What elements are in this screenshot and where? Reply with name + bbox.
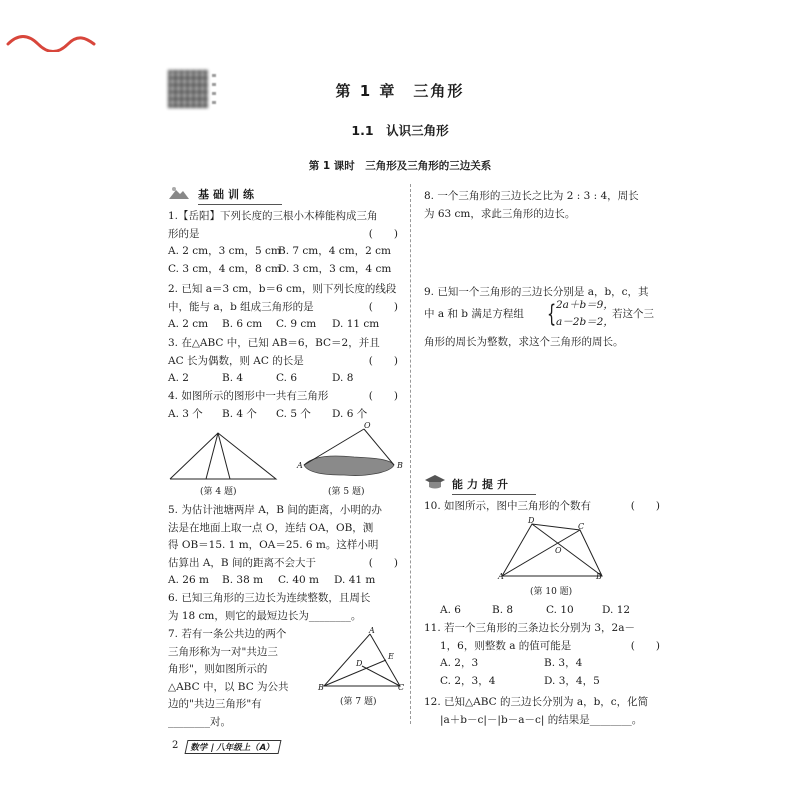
q9-line2-end: 若这个三 [612, 307, 654, 320]
question-1 [168, 208, 398, 278]
question-6 [168, 590, 398, 625]
q3-option-d[interactable]: D. 8 [332, 372, 354, 384]
q9-line2-start: 中 a 和 b 满足方程组 [424, 307, 524, 320]
fig10-label-o: O [555, 546, 562, 555]
fig7-label-d: D [356, 659, 363, 668]
q10-option-c[interactable]: C. 10 [546, 604, 574, 616]
q5-line3: 得 OB＝15. 1 m，OA＝25. 6 m。这样小明 [168, 539, 379, 551]
q8-line2: 为 63 cm，求此三角形的边长。 [424, 207, 576, 220]
q5-line2: 法是在地面上取一点 O，连结 OA，OB，测 [168, 521, 374, 534]
q11-option-c[interactable]: C. 2，3，4 [440, 674, 496, 687]
q10-line1: 10. 如图所示，图中三角形的个数有 [424, 500, 592, 512]
section-title: 1.1 认识三角形 [351, 123, 449, 138]
q12-line1: 12. 已知△ABC 的三边长分别为 a，b，c，化简 [424, 696, 649, 708]
q3-line1: 3. 在△ABC 中，已知 AB＝6，BC＝2，并且 [168, 337, 380, 349]
q4-option-b[interactable]: B. 4 个 [222, 407, 257, 420]
q10-option-b[interactable]: B. 8 [492, 604, 514, 616]
q1-option-b[interactable]: B. 7 cm，4 cm，2 cm [278, 245, 391, 257]
question-7 [168, 626, 318, 731]
q3-option-b[interactable]: B. 4 [222, 372, 244, 384]
figure-4-caption: (第 4 题) [200, 487, 237, 497]
q10-answer-bracket[interactable]: ( ) [630, 500, 660, 512]
q5-option-c[interactable]: C. 40 m [278, 574, 319, 586]
q4-option-d[interactable]: D. 6 个 [332, 407, 368, 420]
mountain-icon [168, 186, 190, 200]
q4-option-a[interactable]: A. 3 个 [168, 407, 203, 420]
q2-answer-bracket[interactable]: ( ) [368, 300, 398, 313]
question-5 [168, 502, 398, 590]
q3-answer-bracket[interactable]: ( ) [368, 354, 398, 367]
lesson-title: 第 1 课时 三角形及三角形的三边关系 [308, 160, 492, 172]
q7-line1: 7. 若有一条公共边的两个 [168, 628, 287, 640]
q10-option-a[interactable]: A. 6 [440, 604, 461, 616]
q12-line2[interactable]: |a＋b－c|－|b－a－c| 的结果是________。 [440, 713, 643, 726]
question-11 [424, 620, 660, 690]
q3-option-c[interactable]: C. 6 [276, 372, 298, 384]
red-squiggle-decoration [6, 34, 96, 52]
question-10-options [440, 602, 660, 620]
q7-line3: 角形"，则如图所示的 [168, 663, 268, 675]
q4-line1: 4. 如图所示的图形中一共有三角形 [168, 390, 329, 402]
figure-5-caption: (第 5 题) [328, 487, 365, 497]
fig5-label-o: O [364, 421, 371, 430]
fig5-label-b: B [397, 461, 403, 470]
q7-line4: △ABC 中，以 BC 为公共 [168, 680, 289, 693]
q5-option-a[interactable]: A. 26 m [168, 574, 209, 586]
fig10-label-b: B [596, 572, 602, 581]
graduation-cap-icon [424, 474, 446, 490]
fig7-label-e: E [388, 652, 394, 661]
fig10-label-d: D [528, 516, 535, 525]
q11-line2: 1，6，则整数 a 的值可能是 [440, 639, 572, 652]
q3-option-a[interactable]: A. 2 [168, 372, 189, 384]
q9-line1: 9. 已知一个三角形的三边长分别是 a，b，c，其 [424, 286, 649, 298]
q10-option-d[interactable]: D. 12 [602, 604, 631, 616]
q7-line6[interactable]: ________对。 [168, 715, 231, 728]
q11-option-d[interactable]: D. 3，4，5 [544, 674, 600, 687]
q7-line2: 三角形称为一对"共边三 [168, 645, 278, 658]
figure-4-triangles [168, 425, 280, 487]
q3-line2: AC 长为偶数，则 AC 的长是 [168, 354, 304, 367]
section-advanced: 能力提升 [452, 476, 512, 492]
book-label: 数学 | 八年级上（A） [185, 740, 282, 754]
q6-line2[interactable]: 为 18 cm，则它的最短边长为________。 [168, 609, 362, 622]
q5-line4: 估算出 A，B 间的距离不会大于 [168, 556, 316, 569]
figure-10-caption: (第 10 题) [530, 587, 573, 597]
q2-line2: 中，能与 a，b 组成三角形的是 [168, 300, 314, 313]
q6-line1: 6. 已知三角形的三边长为连续整数，且周长 [168, 592, 371, 604]
fig7-label-b: B [318, 683, 324, 692]
q1-option-c[interactable]: C. 3 cm，4 cm，8 cm [168, 262, 281, 275]
q5-line1: 5. 为估计池塘两岸 A，B 间的距离，小明的办 [168, 504, 382, 516]
q2-option-c[interactable]: C. 9 cm [276, 318, 317, 330]
q4-option-c[interactable]: C. 5 个 [276, 407, 311, 420]
q11-line1: 11. 若一个三角形的三条边长分别为 3，2a－ [424, 622, 635, 634]
q8-line1: 8. 一个三角形的三边长之比为 2 : 3 : 4，周长 [424, 190, 639, 202]
q5-option-b[interactable]: B. 38 m [222, 574, 264, 586]
question-9 [424, 284, 664, 351]
q1-option-a[interactable]: A. 2 cm，3 cm，5 cm [168, 245, 281, 257]
q2-option-d[interactable]: D. 11 cm [332, 318, 380, 330]
fig7-label-a: A [369, 626, 375, 635]
q5-option-d[interactable]: D. 41 m [334, 574, 376, 586]
q11-answer-bracket[interactable]: ( ) [630, 639, 660, 652]
q5-answer-bracket[interactable]: ( ) [368, 556, 398, 569]
q1-answer-bracket[interactable]: ( ) [368, 227, 398, 240]
q1-line2: 形的是 [168, 227, 200, 240]
fig10-label-a: A [498, 572, 504, 581]
question-12 [424, 694, 660, 729]
fig5-label-a: A [297, 461, 303, 470]
section-basic-training: 基础训练 [198, 186, 258, 202]
q11-option-b[interactable]: B. 3，4 [544, 657, 583, 669]
q9-equation-1: 2a＋b＝9， [556, 298, 614, 311]
q9-line3: 角形的周长为整数，求这个三角形的周长。 [424, 335, 624, 348]
figure-10-quadrilateral [498, 520, 608, 582]
figure-5-pond [294, 425, 406, 487]
q2-option-a[interactable]: A. 2 cm [168, 318, 209, 330]
q1-line1: 1.【岳阳】下列长度的三根小木棒能构成三角 [168, 210, 378, 222]
question-8 [424, 188, 664, 223]
chapter-title: 第 1 章 三角形 [335, 82, 465, 100]
page-number: 2 [172, 740, 179, 751]
q4-answer-bracket[interactable]: ( ) [368, 390, 398, 402]
fig10-label-c: C [578, 522, 585, 531]
fig7-label-c: C [398, 683, 405, 692]
column-divider [410, 184, 411, 724]
q9-equation-2: a－2b＝2， [556, 315, 614, 328]
question-2 [168, 281, 398, 334]
equation-brace: { [547, 299, 557, 328]
q2-line1: 2. 已知 a＝3 cm，b＝6 cm，则下列长度的线段 [168, 283, 397, 295]
question-4 [168, 388, 398, 423]
q7-line5: 边的"共边三角形"有 [168, 698, 262, 710]
q1-option-d[interactable]: D. 3 cm，3 cm，4 cm [278, 262, 392, 275]
figure-7-caption: (第 7 题) [340, 697, 377, 707]
q11-option-a[interactable]: A. 2，3 [440, 657, 479, 669]
q2-option-b[interactable]: B. 6 cm [222, 318, 263, 330]
question-10 [424, 498, 660, 516]
question-3 [168, 335, 398, 388]
